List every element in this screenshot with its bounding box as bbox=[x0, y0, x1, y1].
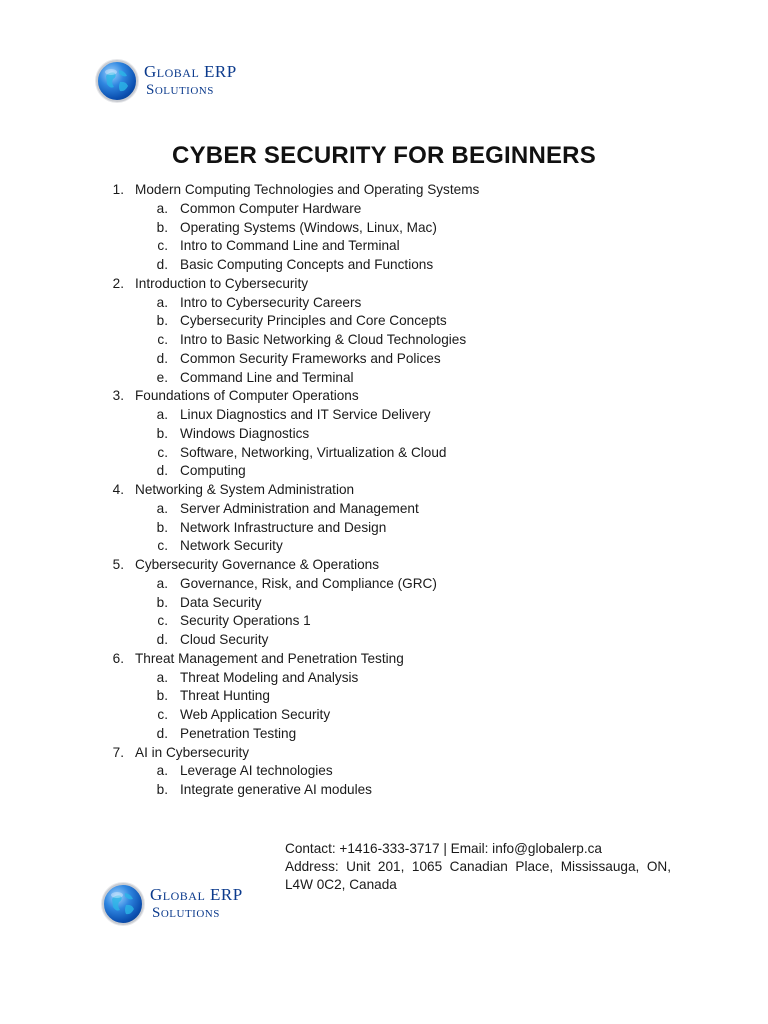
topic-item bbox=[0, 781, 768, 800]
topic-text: Basic Computing Concepts and Functions bbox=[180, 257, 434, 272]
topic-item bbox=[0, 631, 768, 650]
topic-text: Network Security bbox=[180, 538, 283, 554]
topic-text: Data Security bbox=[180, 594, 262, 610]
topic-letter: b. bbox=[156, 782, 168, 797]
topic-letter: b. bbox=[156, 594, 168, 610]
topic-item bbox=[0, 369, 768, 388]
topic-text: Linux Diagnostics and IT Service Delivery bbox=[180, 407, 431, 422]
module-item bbox=[0, 181, 768, 200]
topic-item bbox=[0, 444, 768, 463]
module-item bbox=[0, 650, 768, 669]
module-number: 6. bbox=[112, 650, 124, 666]
topic-letter: b. bbox=[156, 688, 168, 704]
topic-item bbox=[0, 425, 768, 444]
topic-item bbox=[0, 594, 768, 613]
topic-letter: d. bbox=[156, 350, 168, 366]
topic-item bbox=[0, 200, 768, 219]
topic-item bbox=[0, 762, 768, 781]
module-item bbox=[0, 481, 768, 500]
module-number: 2. bbox=[112, 275, 124, 291]
brand-name bbox=[144, 62, 237, 100]
topic-item bbox=[0, 312, 768, 331]
topic-letter: a. bbox=[156, 669, 168, 685]
header-logo bbox=[96, 60, 237, 102]
topic-text: Command Line and Terminal bbox=[180, 369, 354, 385]
contact-phone-email: Contact: +1416-333-3717 | Email: info@globalerp.ca bbox=[285, 841, 602, 856]
topic-text: Intro to Command Line and Terminal bbox=[180, 238, 400, 254]
module-title: Foundations of Computer Operations bbox=[135, 388, 359, 404]
topic-letter: d. bbox=[156, 632, 168, 647]
brand-line-1: Global ERP bbox=[150, 885, 243, 904]
topic-letter: e. bbox=[156, 369, 168, 385]
brand-line-1: Global ERP bbox=[144, 62, 237, 81]
module-title: Threat Management and Penetration Testing bbox=[135, 650, 404, 666]
brand-line-2: Solutions bbox=[146, 82, 214, 98]
module-title: Cybersecurity Governance & Operations bbox=[135, 557, 380, 572]
module-number: 4. bbox=[112, 482, 124, 497]
module-number: 1. bbox=[112, 182, 124, 197]
topic-item bbox=[0, 706, 768, 725]
topic-letter: a. bbox=[156, 763, 168, 779]
topic-letter: a. bbox=[156, 200, 168, 216]
topic-item bbox=[0, 500, 768, 519]
topic-text: Leverage AI technologies bbox=[180, 763, 333, 779]
module-title: Networking & System Administration bbox=[135, 482, 355, 497]
topic-text: Network Infrastructure and Design bbox=[180, 519, 387, 535]
topic-letter: c. bbox=[157, 707, 168, 722]
topic-text: Software, Networking, Virtualization & Cloud bbox=[180, 444, 447, 460]
topic-text: Web Application Security bbox=[180, 707, 331, 722]
topic-letter: c. bbox=[157, 538, 168, 554]
module-item bbox=[0, 744, 768, 763]
topic-letter: b. bbox=[156, 425, 168, 441]
topic-text: Windows Diagnostics bbox=[180, 425, 310, 441]
topic-text: Common Computer Hardware bbox=[180, 200, 362, 216]
topic-item bbox=[0, 350, 768, 369]
topic-letter: a. bbox=[156, 407, 168, 422]
topic-text: Threat Hunting bbox=[180, 688, 270, 704]
footer-logo bbox=[102, 883, 243, 925]
topic-text: Intro to Cybersecurity Careers bbox=[180, 294, 362, 310]
contact-address: Address: Unit 201, 1065 Canadian Place, Mississauga, ON, bbox=[285, 859, 671, 874]
document-title: CYBER SECURITY FOR BEGINNERS bbox=[172, 142, 596, 169]
topic-text: Operating Systems (Windows, Linux, Mac) bbox=[180, 219, 437, 235]
brand-name bbox=[150, 885, 243, 923]
module-title: Modern Computing Technologies and Operating Systems bbox=[135, 182, 480, 197]
topic-text: Common Security Frameworks and Polices bbox=[180, 350, 441, 366]
brand-line-2: Solutions bbox=[152, 905, 220, 921]
topic-item bbox=[0, 462, 768, 481]
topic-text: Security Operations 1 bbox=[180, 613, 311, 629]
topic-item bbox=[0, 237, 768, 256]
topic-text: Cybersecurity Principles and Core Concepts bbox=[180, 313, 447, 329]
topic-letter: a. bbox=[156, 294, 168, 310]
course-outline bbox=[0, 181, 768, 800]
topic-item bbox=[0, 537, 768, 556]
topic-letter: d. bbox=[156, 257, 168, 272]
topic-item bbox=[0, 406, 768, 425]
contact-block bbox=[285, 840, 671, 894]
topic-text: Intro to Basic Networking & Cloud Technologies bbox=[180, 332, 467, 347]
module-number: 3. bbox=[112, 388, 124, 404]
topic-item bbox=[0, 687, 768, 706]
topic-text: Threat Modeling and Analysis bbox=[180, 669, 359, 685]
module-item bbox=[0, 275, 768, 294]
topic-text: Penetration Testing bbox=[180, 725, 297, 741]
module-item bbox=[0, 387, 768, 406]
topic-item bbox=[0, 669, 768, 688]
topic-letter: b. bbox=[156, 313, 168, 329]
topic-letter: d. bbox=[156, 463, 168, 479]
module-number: 5. bbox=[112, 557, 124, 572]
topic-letter: c. bbox=[157, 238, 168, 254]
topic-letter: b. bbox=[156, 219, 168, 235]
globe-icon bbox=[96, 60, 138, 102]
module-item bbox=[0, 556, 768, 575]
contact-postal: L4W 0C2, Canada bbox=[285, 877, 397, 892]
topic-letter: c. bbox=[157, 444, 168, 460]
topic-text: Cloud Security bbox=[180, 632, 269, 647]
topic-item bbox=[0, 725, 768, 744]
module-title: Introduction to Cybersecurity bbox=[135, 275, 309, 291]
topic-item bbox=[0, 294, 768, 313]
module-title: AI in Cybersecurity bbox=[135, 744, 250, 760]
module-number: 7. bbox=[112, 744, 124, 760]
topic-letter: c. bbox=[157, 613, 168, 629]
topic-text: Governance, Risk, and Compliance (GRC) bbox=[180, 575, 437, 591]
topic-item bbox=[0, 575, 768, 594]
topic-item bbox=[0, 519, 768, 538]
topic-item bbox=[0, 256, 768, 275]
topic-letter: a. bbox=[156, 575, 168, 591]
topic-letter: a. bbox=[156, 500, 168, 516]
topic-letter: c. bbox=[157, 332, 168, 347]
topic-text: Integrate generative AI modules bbox=[180, 782, 372, 797]
topic-item bbox=[0, 612, 768, 631]
topic-letter: b. bbox=[156, 519, 168, 535]
topic-item bbox=[0, 219, 768, 238]
globe-icon bbox=[102, 883, 144, 925]
topic-text: Computing bbox=[180, 463, 246, 479]
topic-item bbox=[0, 331, 768, 350]
topic-text: Server Administration and Management bbox=[180, 500, 419, 516]
topic-letter: d. bbox=[156, 725, 168, 741]
